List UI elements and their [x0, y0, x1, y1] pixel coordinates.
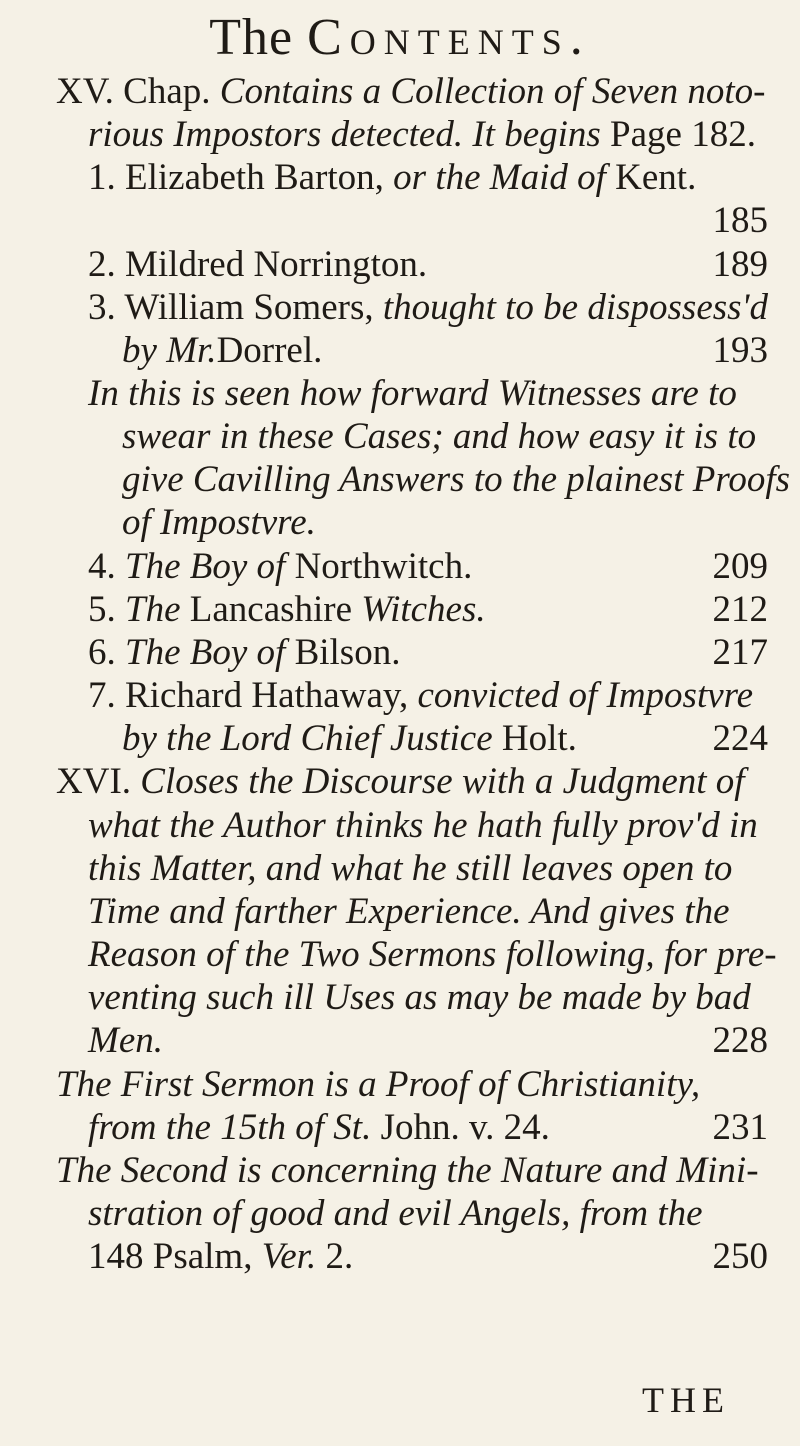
entry-7-name: 7. Richard Hathaway, — [88, 675, 409, 716]
entry-7-line-1 — [88, 674, 753, 718]
entry-1 — [88, 156, 696, 200]
first-sermon-verse: John. v. 24. — [380, 1107, 550, 1148]
entry-1-place: Kent. — [615, 157, 697, 198]
entry-5-page: 212 — [712, 589, 768, 630]
entry-5-desc: Witches. — [361, 589, 486, 630]
note-line-3: give Cavilling Answers to the plainest Proofs — [122, 459, 791, 500]
entry-1-name: 1. Elizabeth Barton, — [88, 157, 384, 198]
entry-5 — [88, 588, 486, 632]
second-sermon-line-2: stration of good and evil Angels, from the — [88, 1193, 703, 1234]
chapter-xvi-line-7: Men. — [88, 1020, 163, 1061]
entry-5-place: Lancashire — [189, 589, 353, 630]
entry-4-num: 4. — [88, 546, 116, 587]
first-sermon-ref: from the 15th of St. — [88, 1107, 372, 1148]
entry-4-place: Northwitch. — [294, 546, 473, 587]
entry-3-person: Dorrel. — [216, 330, 323, 371]
first-sermon-line-1: The First Sermon is a Proof of Christianity, — [56, 1064, 701, 1105]
second-sermon-line-3 — [88, 1235, 353, 1279]
chapter-xv-line-2 — [88, 113, 756, 157]
entry-2: 2. Mildred Norrington. — [88, 244, 428, 285]
entry-3-by: by — [122, 330, 157, 371]
entry-3-desc: thought to be dispossess'd — [382, 287, 768, 328]
entry-3-name: 3. William Somers, — [88, 287, 374, 328]
chapter-xvi-desc-1: Closes the Discourse with a Judgment of — [140, 761, 745, 802]
entry-7-person: Holt. — [501, 718, 577, 759]
chapter-xv-page: Page 182. — [610, 114, 756, 155]
entry-4 — [88, 545, 472, 589]
second-sermon-ver: Ver. — [261, 1236, 317, 1277]
entry-3-line-1 — [88, 286, 768, 330]
chapter-xv-line-1 — [56, 70, 765, 114]
first-sermon-line-2 — [88, 1106, 550, 1150]
catchword: THE — [642, 1380, 730, 1420]
chapter-xvi-line-5: Reason of the Two Sermons following, for pre- — [88, 934, 777, 975]
entry-7-line-2 — [122, 717, 577, 761]
chapter-xv-desc-2: rious Impostors detected. It begins — [88, 114, 601, 155]
entry-1-desc: or the Maid of — [393, 157, 606, 198]
chapter-xvi-page: 228 — [712, 1020, 768, 1061]
entry-6-desc: The Boy of — [125, 632, 286, 673]
chapter-xv-label: XV. Chap. — [56, 71, 211, 112]
entry-6-place: Bilson. — [294, 632, 401, 673]
chapter-xvi-label: XVI. — [56, 761, 132, 802]
entry-3-line-2 — [122, 329, 322, 373]
entry-6-num: 6. — [88, 632, 116, 673]
note-line-4: of Impostvre. — [122, 502, 316, 543]
header-the: The — [209, 9, 294, 66]
chapter-xvi-line-2: what the Author thinks he hath fully prov'd in — [88, 805, 758, 846]
second-sermon-psalm: 148 Psalm, — [88, 1236, 253, 1277]
note-line-1: In this is seen how forward Witnesses are to — [88, 373, 737, 414]
entry-5-num: 5. — [88, 589, 116, 630]
entry-7-desc-2: by the Lord Chief Justice — [122, 718, 493, 759]
second-sermon-page: 250 — [712, 1236, 768, 1277]
entry-6-page: 217 — [712, 632, 768, 673]
entry-3-mr: Mr. — [166, 330, 217, 371]
chapter-xvi-line-3: this Matter, and what he still leaves open to — [88, 848, 733, 889]
entry-1-page: 185 — [712, 200, 768, 241]
second-sermon-verse-num: 2. — [325, 1236, 354, 1277]
entry-5-the: The — [125, 589, 181, 630]
entry-7-page: 224 — [712, 718, 768, 759]
running-header — [0, 8, 800, 68]
entry-4-desc: The Boy of — [125, 546, 286, 587]
chapter-xv-desc-1: Contains a Collection of Seven noto- — [219, 71, 766, 112]
second-sermon-line-1: The Second is concerning the Nature and Mini- — [56, 1150, 759, 1191]
chapter-xvi-line-1 — [56, 760, 745, 804]
header-contents: Contents. — [307, 9, 591, 66]
entry-2-page: 189 — [712, 244, 768, 285]
first-sermon-page: 231 — [712, 1107, 768, 1148]
entry-4-page: 209 — [712, 546, 768, 587]
chapter-xvi-line-4: Time and farther Experience. And gives the — [88, 891, 730, 932]
entry-6 — [88, 631, 400, 675]
entry-7-desc: convicted of Impostvre — [417, 675, 754, 716]
entry-3-page: 193 — [712, 330, 768, 371]
note-line-2: swear in these Cases; and how easy it is to — [122, 416, 757, 457]
chapter-xvi-line-6: venting such ill Uses as may be made by bad — [88, 977, 751, 1018]
